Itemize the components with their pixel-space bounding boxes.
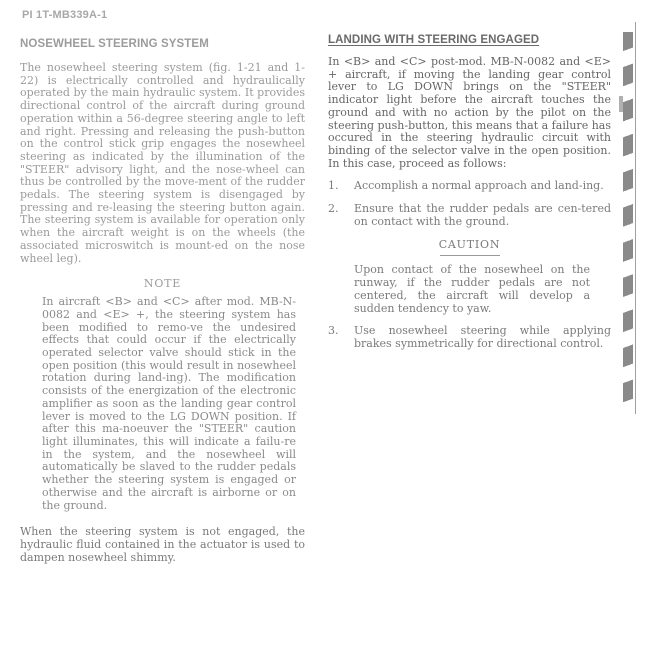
nosewheel-steering-description: The nosewheel steering system (fig. 1-21 and 1-22) is electrically controlled and hydraulically operated by the main hydraulic system. It provides directional control of the aircraft during ground operation within a 56-degree steering angle to left and right. Pressing and releasing the push-button on the control stick grip engages the nosewheel steering as indicated by the illumination of the "STEER" advisory light, and the nose-wheel can thus be controlled by the move-ment of the rudder pedals. The steering system is disengaged by pressing and re-leasing the steering button again. The steering system is available for operation only when the aircraft weight is on the wheels (the associated microswitch is mount-ed on the nose wheel leg).: [20, 61, 305, 265]
step-number: 3.: [328, 324, 339, 338]
landing-steering-description: In <B> and <C> post-mod. MB-N-0082 and <E> + aircraft, if moving the landing gear control lever to LG DOWN brings on the "STEER" indicator light before the aircraft touches the ground and with no action by the pilot on the steering push-button, this means that a failure has occured in the steering hydraulic circuit with binding of the selector valve in the open position. In this case, proceed as follows:: [328, 55, 611, 170]
section-title-nosewheel-steering: NOSEWHEEL STEERING SYSTEM: [20, 38, 209, 50]
right-column: [328, 34, 611, 361]
note-block: [42, 296, 296, 512]
step-text: Accomplish a normal approach and land-ing.: [354, 179, 604, 193]
procedure-steps-continued: [328, 325, 611, 350]
step-number: 2.: [328, 202, 339, 216]
caution-divider: [440, 255, 500, 256]
left-column: [20, 38, 305, 564]
revision-change-bar: [623, 32, 633, 412]
step-text: Ensure that the rudder pedals are cen-tered on contact with the ground.: [354, 202, 611, 228]
caution-heading: CAUTION: [438, 238, 501, 252]
document-id: PI 1T-MB339A-1: [22, 9, 108, 21]
procedure-step: [328, 203, 611, 228]
caution-text: Upon contact of the nosewheel on the runway, if the rudder pedals are not centered, the aircraft will develop a sudden tendency to yaw.: [354, 263, 590, 315]
step-text: Use nosewheel steering while applying brakes symmetrically for directional control.: [354, 324, 611, 350]
note-text: In aircraft <B> and <C> after mod. MB-N-0082 and <E> +, the steering system has been modified to remo-ve the undesired effects that could occur if the electrically operated selector valve should stick in the open position (this would result in nosewheel rotation during land-ing). The modification consists of the energization of the electronic amplifier as soon as the landing gear control lever is moved to the LG DOWN position. If after this ma-noeuver the "STEER" caution light illuminates, this will indicate a failu-re in the system, and the nosewheel will automatically be slaved to the rudder pedals whether the steering system is engaged or otherwise and the aircraft is airborne or on the ground.: [42, 295, 296, 512]
shimmy-damping-paragraph: When the steering system is not engaged, the hydraulic fluid contained in the actuator is used to dampen nosewheel shimmy.: [20, 525, 305, 564]
section-title-landing-steering: LANDING WITH STEERING ENGAGED: [328, 34, 540, 46]
procedure-step: [328, 325, 611, 350]
procedure-steps: [328, 180, 611, 228]
note-heading: NOTE: [143, 277, 182, 291]
procedure-step: [328, 180, 611, 193]
step-number: 1.: [328, 179, 339, 193]
page-edge-line: [635, 22, 636, 414]
caution-block: [354, 264, 590, 315]
